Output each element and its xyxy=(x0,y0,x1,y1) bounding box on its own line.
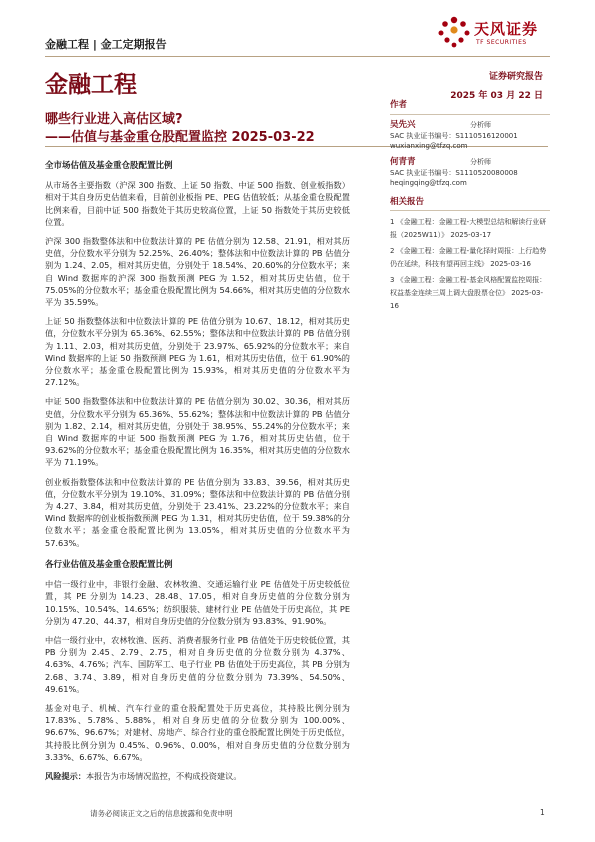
author-name: 吴先兴 xyxy=(390,119,416,130)
author-cert: SAC 执业证书编号：S1110520080008 xyxy=(390,168,518,177)
author-card xyxy=(390,120,550,152)
risk-text: 本报告为市场情况监控，不构成投资建议。 xyxy=(85,770,242,781)
body-paragraph: 上证 50 指数整体法和中位数法计算的 PE 估值分别为 10.67、18.12，相对其历史值，分位数水平分别为 65.36%、62.55%；整体法和中位数法计算的 PB 估值分别为 1.11、2.03，相对其历史值，分别处于 23.97%、65.92%的分位数水平；来自 Wind 数据库的上证 50 指数预测 PEG 为 1.61，相对其历史估值，位于 61.90%的分位数水平；基金重仓股配置比例为 15.93%，相对其历史值的分位数水平为 27.12%。 xyxy=(45,316,350,388)
related-report-link[interactable]: 1 《金融工程：金融工程-大模型总结和解读行业研报（2025W11）》 2025-03-17 xyxy=(390,218,547,239)
author-email[interactable]: wuxianxing@tfzq.com xyxy=(390,142,468,150)
body-paragraph: 创业板指数整体法和中位数法计算的 PE 估值分别为 33.83、39.56，相对其历史值，分位数水平分别为 19.10%、31.09%；整体法和中位数法计算的 PB 估值分别为 4.27、3.84，相对其历史值，分别处于 23.41%、23.22%的分位数水平；来自 Wind 数据库的创业板指数预测 PEG 为 1.31，相对其历史估值，位于 59.38%的分位数水平；基金重仓股配置比例为 13.05%，相对其历史值的分位数水平为 57.63%。 xyxy=(45,476,350,548)
related-report-link[interactable]: 3 《金融工程：金融工程-基金风格配置监控周报：权益基金连续三周上调大盘股票仓位》 2025-03-16 xyxy=(390,276,547,310)
sidebar xyxy=(390,100,550,316)
page-number: 1 xyxy=(540,808,545,817)
header-divider xyxy=(45,56,550,57)
logo-mark-icon xyxy=(436,14,472,50)
author-role: 分析师 xyxy=(470,157,491,166)
author-card xyxy=(390,157,550,189)
related-report-link[interactable]: 2 《金融工程：金融工程-量化择时周报：上行趋势仍在延续，科技有望再回主线》 2025-03-16 xyxy=(390,247,547,268)
document-type: 证券研究报告 xyxy=(488,72,543,82)
authors-heading: 作者 xyxy=(390,100,550,115)
body-paragraph: 中信一级行业中，非银行金融、农林牧渔、交通运输行业 PE 估值处于历史较低位置，其 PE 分别为 14.23、28.48、17.05，相对自身历史值的分位数分别为 10.15%、10.54%、14.65%；纺织服装、建材行业 PE 估值处于历史高位，其 PE 分别为 47.20、44.37，相对自身历史值的分位数分别为 93.83%、91.90%。 xyxy=(45,579,350,626)
author-email[interactable]: heqingqing@tfzq.com xyxy=(390,179,467,187)
section-heading: 全市场估值及基金重仓股配置比例 xyxy=(45,161,173,171)
report-series: 金融工程 | 金工定期报告 xyxy=(45,38,167,51)
body-paragraph: 中信一级行业中，农林牧渔、医药、消费者服务行业 PB 估值处于历史较低位置，其 PB 分别为 2.45、2.79、2.75，相对自身历史值的分位数分别为 4.37%、4.63%、4.76%；汽车、国防军工、电子行业 PB 估值处于历史高位，其 PB 分别为 2.68、3.74、3.89，相对自身历史值的分位数分别为 73.39%、54.50%、49.61%。 xyxy=(45,634,350,694)
body-paragraph: 中证 500 指数整体法和中位数法计算的 PE 估值分别为 30.02、30.36，相对其历史值，分位数水平分别为 65.36%、55.62%；整体法和中位数法计算的 PB 估值分别为 1.82、2.14，相对其历史值，分别处于 38.95%、55.24%的分位数水平；来自 Wind 数据库的中证 500 指数预测 PEG 为 1.76，相对其历史估值，位于 93.62%的分位数水平；基金重仓股配置比例为 16.35%，相对其历史值的分位数水平为 71.19%。 xyxy=(45,396,350,468)
body-paragraph: 从市场各主要指数（沪深 300 指数、上证 50 指数、中证 500 指数、创业板指数）相对于其自身历史估值来看，目前创业板指 PE、PEG 估值较低；从基金重仓股配置比例来看，目前中证 500 指数处于其历史较高位置，上证 50 指数处于其历史较低位置。 xyxy=(45,180,350,227)
body-paragraph: 基金对电子、机械、汽车行业的重仓股配置处于历史高位，其持股比例分别为 17.83%、5.78%、5.88%，相对自身历史值的分位数分别为 100.00%、96.67%、96.67%；对建材、房地产、综合行业的重仓股配置比例处于历史低位，其持股比例分别为 0.45%、0.96%、0.00%，相对自身历史值的分位数分别为 3.33%、6.67%、6.67%。 xyxy=(45,702,350,762)
author-role: 分析师 xyxy=(470,120,491,129)
company-logo xyxy=(436,14,556,50)
report-headline: 哪些行业进入高估区域? xyxy=(45,112,183,127)
document-date: 2025 年 03 月 22 日 xyxy=(450,91,543,101)
report-subheadline: ——估值与基金重仓股配置监控 2025-03-22 xyxy=(45,130,315,145)
author-name: 何青青 xyxy=(390,156,416,167)
risk-label: 风险提示： xyxy=(45,770,86,781)
disclaimer-note: 请务必阅读正文之后的信息披露和免责申明 xyxy=(90,809,233,818)
author-cert: SAC 执业证书编号：S1110516120001 xyxy=(390,131,518,140)
category-title: 金融工程 xyxy=(45,72,137,98)
logo-text: 天风证券 xyxy=(474,20,539,38)
logo-subtext: TF SECURITIES xyxy=(476,39,527,46)
risk-warning xyxy=(45,770,350,782)
main-content xyxy=(45,150,350,789)
related-reports-heading: 相关报告 xyxy=(390,197,550,212)
section-heading: 各行业估值及基金重仓股配置比例 xyxy=(45,559,173,570)
body-paragraph: 沪深 300 指数整体法和中位数法计算的 PE 估值分别为 12.58、21.91，相对其历史值，分位数水平分别为 52.25%、26.40%；整体法和中位数法计算的 PB 估值分别为 1.24、2.05，相对其历史值，分别处于 18.54%、20.60%的分位数水平；来自 Wind 数据库的沪深 300 指数预测 PEG 为 1.52，相对其历史估值，位于 75.05%的分位数水平；基金重仓股配置比例为 54.66%，相对其历史值的分位数水平为 35.59%。 xyxy=(45,236,350,308)
